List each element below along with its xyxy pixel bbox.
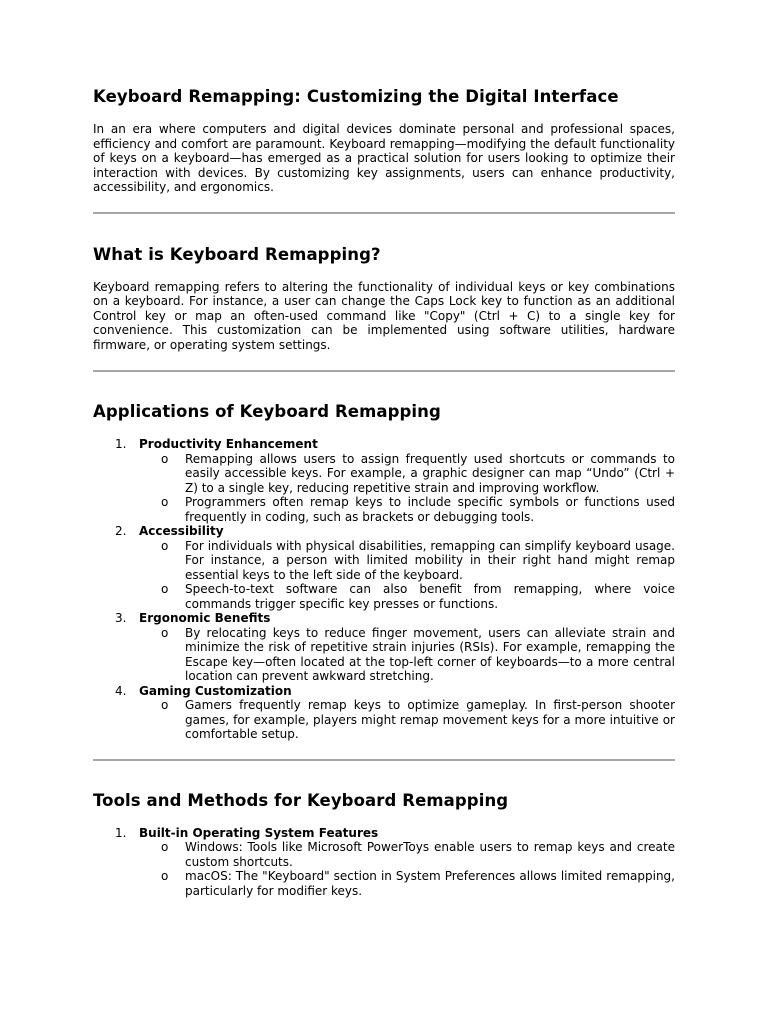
sub-list-item bbox=[139, 582, 675, 611]
sub-item-text: Gamers frequently remap keys to optimize gameplay. In first-person shooter games, for example, players might remap movement keys for a more intuitive or comfortable setup. bbox=[185, 698, 675, 741]
sub-list bbox=[139, 840, 675, 898]
sub-list bbox=[139, 452, 675, 525]
bullet-icon: o bbox=[161, 698, 169, 712]
sub-list-item bbox=[139, 495, 675, 524]
list-item-title: Gaming Customization bbox=[139, 683, 292, 698]
tools-list bbox=[93, 826, 675, 899]
applications-list bbox=[93, 437, 675, 742]
sub-list-item bbox=[139, 698, 675, 742]
sub-list-item bbox=[139, 626, 675, 684]
document-title: Keyboard Remapping: Customizing the Digital Interface bbox=[93, 87, 619, 106]
bullet-icon: o bbox=[161, 495, 169, 509]
list-item-title: Productivity Enhancement bbox=[139, 437, 318, 451]
bullet-icon: o bbox=[161, 538, 169, 553]
sub-item-text: macOS: The "Keyboard" section in System Preferences allows limited remapping, particularly for modifier keys. bbox=[185, 869, 675, 898]
what-is-paragraph: Keyboard remapping refers to altering the functionality of individual keys or key combinations on a keyboard. For instance, a user can change the Caps Lock key to function as an additional Control key or map an often-used command like "Copy" (Ctrl + C) to a single key for convenience. This customization can be implemented using software utilities, hardware firmware, or operating system settings. bbox=[93, 279, 675, 352]
list-item-title: Ergonomic Benefits bbox=[139, 611, 271, 625]
sub-item-text: By relocating keys to reduce finger movement, users can alleviate strain and minimize the risk of repetitive strain injuries (RSIs). For example, remapping the Escape key—often located at the top-left corner of keyboards—to a more central location can prevent awkward stretching. bbox=[185, 625, 675, 683]
sub-item-text: Remapping allows users to assign frequently used shortcuts or commands to easily accessible keys. For example, a graphic designer can map “Undo” (Ctrl + Z) to a single key, reducing repetitive strain and improving workflow. bbox=[185, 451, 675, 495]
list-item bbox=[93, 437, 675, 524]
section-divider bbox=[93, 370, 675, 372]
list-number: 4. bbox=[115, 683, 127, 698]
sub-list-item bbox=[139, 840, 675, 869]
bullet-icon: o bbox=[161, 840, 169, 854]
sub-item-text: Speech-to-text software can also benefit from remapping, where voice commands trigger specific key presses or functions. bbox=[185, 582, 675, 611]
bullet-icon: o bbox=[161, 869, 169, 883]
section-title-tools: Tools and Methods for Keyboard Remapping bbox=[93, 790, 509, 810]
list-number: 1. bbox=[115, 437, 127, 451]
list-number: 1. bbox=[115, 825, 127, 840]
list-number: 3. bbox=[115, 611, 127, 625]
list-item-title: Accessibility bbox=[139, 524, 224, 538]
sub-item-text: For individuals with physical disabilities, remapping can simplify keyboard usage. For instance, a person with limited mobility in their right hand might remap essential keys to the left side of the keyboard. bbox=[185, 538, 675, 582]
list-item bbox=[93, 826, 675, 899]
section-divider bbox=[93, 759, 675, 761]
sub-item-text: Windows: Tools like Microsoft PowerToys enable users to remap keys and create custom shortcuts. bbox=[185, 840, 675, 869]
section-divider bbox=[93, 212, 675, 214]
sub-item-text: Programmers often remap keys to include specific symbols or functions used frequently in coding, such as brackets or debugging tools. bbox=[185, 495, 675, 524]
sub-list-item bbox=[139, 452, 675, 496]
list-item bbox=[93, 524, 675, 611]
list-number: 2. bbox=[115, 524, 127, 538]
sub-list-item bbox=[139, 539, 675, 583]
bullet-icon: o bbox=[161, 451, 169, 466]
bullet-icon: o bbox=[161, 625, 169, 640]
list-item bbox=[93, 611, 675, 684]
list-item-title: Built-in Operating System Features bbox=[139, 825, 379, 840]
section-title-applications: Applications of Keyboard Remapping bbox=[93, 402, 441, 421]
document-page bbox=[93, 86, 675, 898]
sub-list-item bbox=[139, 869, 675, 898]
section-title-what-is: What is Keyboard Remapping? bbox=[93, 244, 381, 264]
sub-list bbox=[139, 539, 675, 612]
sub-list bbox=[139, 626, 675, 684]
bullet-icon: o bbox=[161, 582, 169, 596]
intro-paragraph: In an era where computers and digital devices dominate personal and professional spaces, efficiency and comfort are paramount. Keyboard remapping—modifying the default functionality of keys on a keyboard—has emerged as a practical solution for users looking to optimize their interaction with devices. By customizing key assignments, users can enhance productivity, accessibility, and ergonomics. bbox=[93, 122, 675, 194]
list-item bbox=[93, 684, 675, 742]
sub-list bbox=[139, 698, 675, 742]
